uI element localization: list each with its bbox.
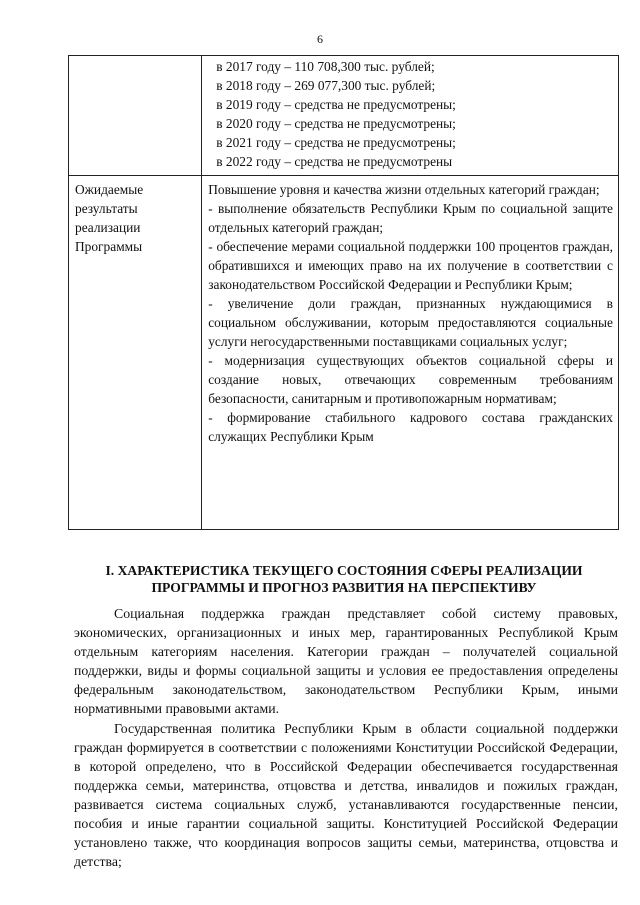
funding-line-2017: в 2017 году – 110 708,300 тыс. рублей; [216,59,435,74]
funding-line-2019: в 2019 году – средства не предусмотрены; [216,97,456,112]
section-heading-line: ПРОГРАММЫ И ПРОГНОЗ РАЗВИТИЯ НА ПЕРСПЕКТИВУ [151,580,537,595]
funding-line-2022: в 2022 году – средства не предусмотрены [216,154,453,169]
label-cell-empty [69,56,202,176]
page-number: 6 [317,32,323,46]
result-item: - модернизация существующих объектов социальной сферы и создание новых, отвечающих современным требованиям безопасности, санитарным и противопожарным нормативам; [208,353,613,406]
section-heading-line: I. ХАРАКТЕРИСТИКА ТЕКУЩЕГО СОСТОЯНИЯ СФЕРЫ РЕАЛИЗАЦИИ [105,563,583,578]
table-row-results [69,176,619,530]
result-item: - выполнение обязательств Республики Крым по социальной защите отдельных категорий граждан; [208,201,613,235]
result-item: - обеспечение мерами социальной поддержки 100 процентов граждан, обратившихся и имеющих право на их получение в соответствии с законодательством Российской Федерации и Республики Крым; [208,239,613,292]
result-item: - увеличение доли граждан, признанных нуждающимися в социальном обслуживании, которым предоставляются социальные услуги негосударственными поставщиками социальных услуг; [208,296,613,349]
results-label-line: результаты [75,201,138,216]
funding-cell [202,56,619,176]
section-heading [70,562,618,596]
results-label-line: Программы [75,239,143,254]
result-item: - формирование стабильного кадрового состава гражданских служащих Республики Крым [208,410,613,444]
funding-line-2018: в 2018 году – 269 077,300 тыс. рублей; [216,78,436,93]
section-body [74,604,618,871]
funding-line-2021: в 2021 году – средства не предусмотрены; [216,135,456,150]
program-passport-table [68,55,619,530]
results-label-cell [69,176,202,530]
paragraph: Государственная политика Республики Крым в области социальной поддержки граждан формируется в соответствии с положениями Конституции Российской Федерации, в которой определено, что в Российской Федерации обеспечивается государственная поддержка семьи, материнства, отцовства и детства, инвалидов и пожилых граждан, развивается система социальных служб, устанавливаются государственные пенсии, пособия и иные гарантии социальной защиты. Конституцией Российской Федерации установлено также, что координация вопросов защиты семьи, материнства, отцовства и детства; [74,720,618,870]
funding-line-2020: в 2020 году – средства не предусмотрены; [216,116,456,131]
results-label-line: реализации [75,220,141,235]
results-label-line: Ожидаемые [75,182,144,197]
table-row-funding [69,56,619,176]
results-content-cell [202,176,619,530]
result-item: Повышение уровня и качества жизни отдельных категорий граждан; [208,182,600,197]
paragraph: Социальная поддержка граждан представляет собой систему правовых, экономических, организационных и иных мер, гарантированных Республикой Крым отдельным категориям населения. Категории граждан – получателей социальной поддержки, виды и формы социальной защиты и условия ее предоставления определены федеральным законодательством, законодательством Республики Крым, иными нормативными правовыми актами. [74,606,618,717]
